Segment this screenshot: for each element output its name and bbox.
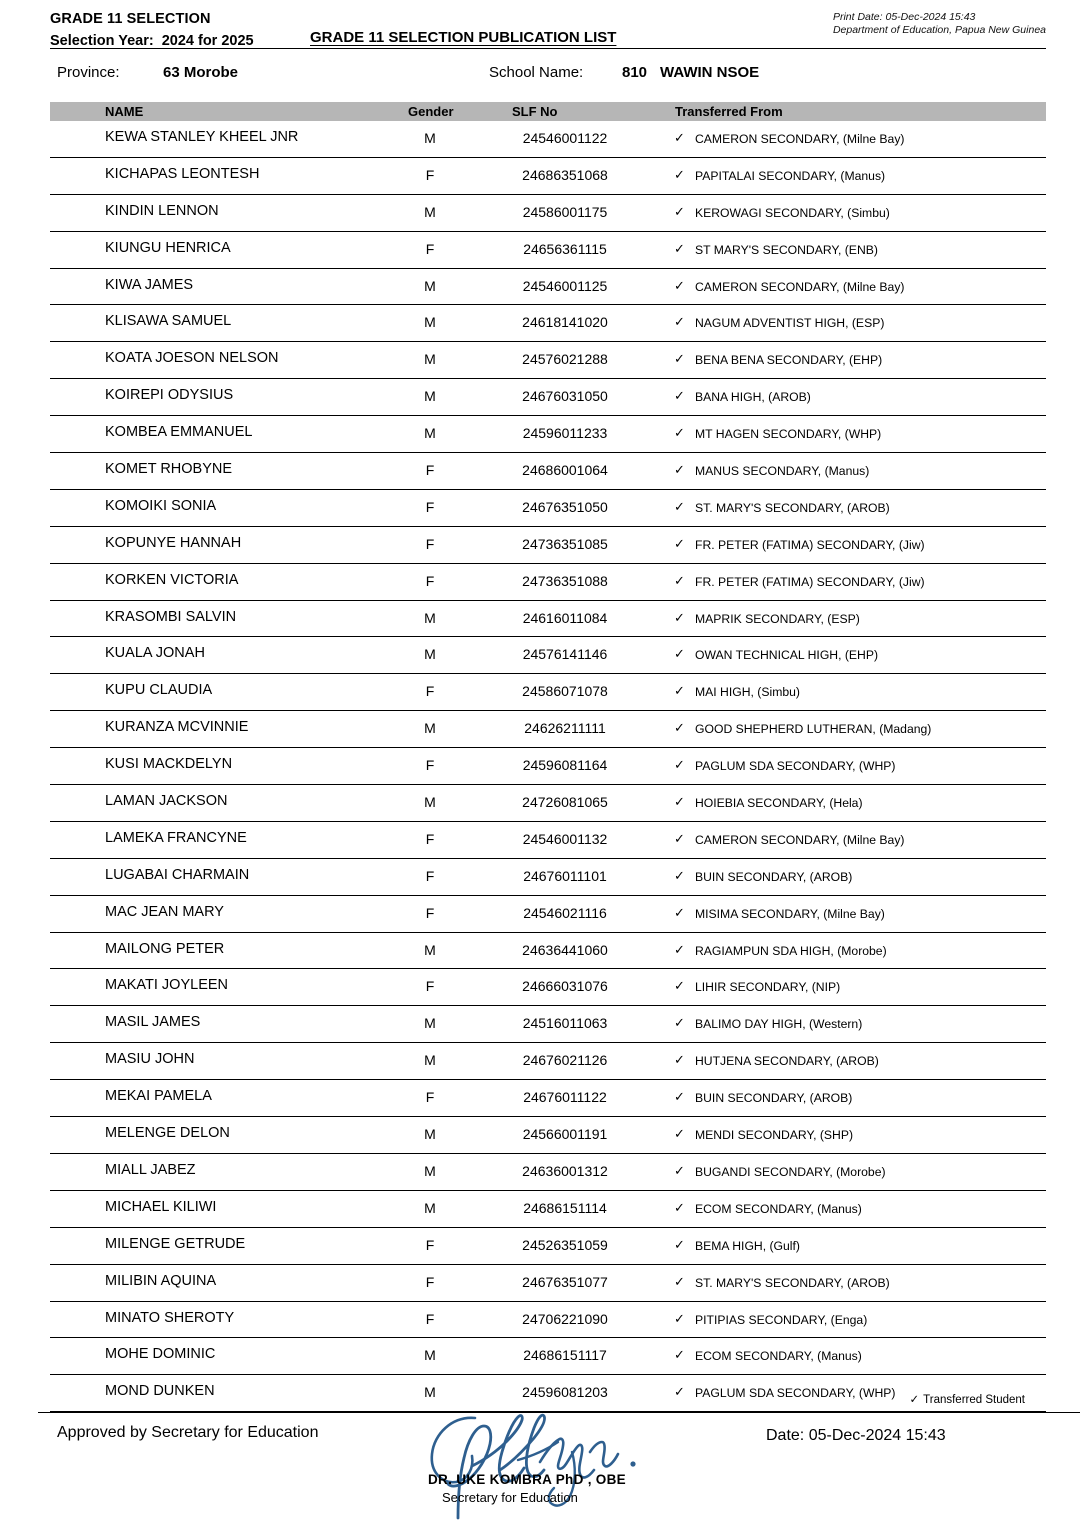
- student-gender: F: [425, 867, 435, 884]
- transferred-from-school: OWAN TECHNICAL HIGH, (EHP): [695, 648, 879, 663]
- transferred-check-icon: ✓: [674, 203, 685, 219]
- transferred-from-school: MT HAGEN SECONDARY, (WHP): [695, 427, 882, 442]
- student-name: KRASOMBI SALVIN: [105, 608, 237, 625]
- student-gender: M: [424, 646, 436, 663]
- student-slf-no: 24586001175: [522, 203, 608, 220]
- table-row: [50, 601, 1046, 638]
- student-slf-no: 24586071078: [522, 683, 608, 700]
- student-name: MOND DUNKEN: [105, 1383, 215, 1400]
- student-slf-no: 24596081203: [522, 1384, 608, 1401]
- student-gender: M: [424, 1162, 436, 1179]
- transferred-from-school: ECOM SECONDARY, (Manus): [695, 1349, 862, 1364]
- transferred-from-school: HOIEBIA SECONDARY, (Hela): [695, 796, 863, 811]
- student-name: MAKATI JOYLEEN: [105, 977, 229, 994]
- document-header: [0, 0, 1080, 58]
- column-header-gender: Gender: [408, 104, 454, 119]
- student-name: KUSI MACKDELYN: [105, 756, 233, 773]
- check-icon: ✓: [909, 1394, 920, 1406]
- school-name-label: School Name:: [489, 64, 584, 81]
- student-name: MILENGE GETRUDE: [105, 1235, 246, 1252]
- student-name: MELENGE DELON: [105, 1125, 230, 1142]
- student-slf-no: 24676021126: [522, 1052, 608, 1069]
- print-date: Print Date: 05-Dec-2024 15:43: [832, 11, 976, 23]
- transferred-from-school: PAPITALAI SECONDARY, (Manus): [695, 168, 886, 183]
- student-gender: M: [424, 1052, 436, 1069]
- transferred-from-school: PITIPIAS SECONDARY, (Enga): [695, 1312, 868, 1327]
- approved-by-text: Approved by Secretary for Education: [57, 1424, 319, 1441]
- student-name: MASIL JAMES: [105, 1014, 201, 1031]
- student-name: KOATA JOESON NELSON: [105, 350, 279, 367]
- table-row: [50, 896, 1046, 933]
- transferred-check-icon: ✓: [674, 904, 685, 920]
- table-row: [50, 674, 1046, 711]
- approval-date: Date: 05-Dec-2024 15:43: [766, 1427, 946, 1444]
- student-gender: M: [424, 277, 436, 294]
- publication-list-title: GRADE 11 SELECTION PUBLICATION LIST: [310, 29, 617, 46]
- student-gender: M: [424, 130, 436, 146]
- transferred-from-school: BUIN SECONDARY, (AROB): [695, 869, 853, 884]
- student-gender: F: [425, 535, 435, 552]
- student-slf-no: 24676011122: [523, 1089, 607, 1106]
- table-row: [50, 785, 1046, 822]
- student-slf-no: 24706221090: [522, 1310, 608, 1327]
- student-gender: F: [425, 1236, 435, 1253]
- student-gender: M: [424, 203, 436, 220]
- transferred-from-school: LIHIR SECONDARY, (NIP): [695, 980, 841, 995]
- transferred-from-school: GOOD SHEPHERD LUTHERAN, (Madang): [695, 722, 932, 737]
- transferred-check-icon: ✓: [674, 978, 685, 994]
- student-name: MILIBIN AQUINA: [105, 1272, 217, 1289]
- transferred-student-legend: [910, 1392, 1026, 1406]
- transferred-check-icon: ✓: [674, 388, 685, 404]
- transferred-check-icon: ✓: [674, 498, 685, 514]
- column-header-transferred-from: Transferred From: [675, 104, 783, 119]
- student-name: KINDIN LENNON: [105, 202, 219, 219]
- transferred-check-icon: ✓: [674, 1199, 685, 1215]
- transferred-check-icon: ✓: [674, 867, 685, 883]
- transferred-check-icon: ✓: [674, 351, 685, 367]
- student-slf-no: 24666031076: [522, 978, 608, 995]
- column-header-name: NAME: [105, 104, 144, 119]
- student-name: KLISAWA SAMUEL: [105, 313, 232, 330]
- transferred-from-school: CAMERON SECONDARY, (Milne Bay): [695, 132, 905, 146]
- student-gender: M: [424, 1384, 436, 1401]
- student-name: LAMEKA FRANCYNE: [105, 829, 247, 846]
- student-slf-no: 24736351088: [522, 572, 608, 589]
- table-header-row: [50, 102, 1046, 121]
- table-row: [50, 1228, 1046, 1265]
- student-gender: F: [425, 462, 435, 479]
- table-row: [50, 969, 1046, 1006]
- transferred-from-school: MISIMA SECONDARY, (Milne Bay): [695, 906, 885, 921]
- transferred-from-school: MANUS SECONDARY, (Manus): [695, 464, 870, 479]
- student-name: KUALA JONAH: [105, 645, 205, 662]
- student-gender: F: [425, 904, 435, 921]
- student-name: KUPU CLAUDIA: [105, 682, 213, 699]
- table-row: [50, 748, 1046, 785]
- selection-year-label: Selection Year:: [50, 33, 154, 49]
- transferred-check-icon: ✓: [674, 277, 685, 293]
- transferred-check-icon: ✓: [674, 794, 685, 810]
- student-slf-no: 24546021116: [523, 904, 607, 921]
- student-gender: M: [424, 388, 436, 405]
- student-name: KIWA JAMES: [105, 276, 194, 293]
- table-row: [50, 1080, 1046, 1117]
- table-row: [50, 637, 1046, 674]
- student-name: KOMOIKI SONIA: [105, 497, 217, 514]
- student-slf-no: 24726081065: [522, 794, 608, 811]
- student-name: MICHAEL KILIWI: [105, 1198, 217, 1215]
- transferred-from-school: PAGLUM SDA SECONDARY, (WHP): [695, 759, 896, 774]
- transferred-from-school: MAPRIK SECONDARY, (ESP): [695, 611, 860, 626]
- student-gender: M: [424, 351, 436, 368]
- student-gender: F: [425, 498, 435, 515]
- transferred-check-icon: ✓: [674, 572, 685, 588]
- student-gender: M: [424, 1015, 436, 1032]
- transferred-check-icon: ✓: [674, 609, 685, 625]
- transferred-from-school: BUIN SECONDARY, (AROB): [695, 1091, 853, 1106]
- table-row: [50, 1191, 1046, 1228]
- transferred-check-icon: ✓: [674, 941, 685, 957]
- column-header-slf-no: SLF No: [512, 104, 558, 119]
- table-row: [50, 269, 1046, 306]
- transferred-check-icon: ✓: [674, 1089, 685, 1105]
- transferred-from-school: MAI HIGH, (Simbu): [695, 685, 800, 700]
- table-row: [50, 933, 1046, 970]
- province-school-row: [0, 64, 1080, 92]
- table-row: [50, 1117, 1046, 1154]
- student-gender: F: [425, 166, 435, 183]
- transferred-check-icon: ✓: [674, 1126, 685, 1142]
- table-row: [50, 342, 1046, 379]
- student-slf-no: 24656361115: [523, 240, 607, 257]
- student-name: MIALL JABEZ: [105, 1161, 196, 1178]
- school-code-value: 810: [622, 64, 648, 81]
- legend-label: Transferred Student: [923, 1394, 1025, 1406]
- transferred-check-icon: ✓: [674, 646, 685, 662]
- table-row: [50, 1043, 1046, 1080]
- student-gender: F: [425, 683, 435, 700]
- table-row: [50, 859, 1046, 896]
- table-row: [50, 1338, 1046, 1375]
- table-row: [50, 232, 1046, 269]
- transferred-from-school: RAGIAMPUN SDA HIGH, (Morobe): [695, 943, 887, 958]
- student-slf-no: 24686351068: [522, 166, 608, 183]
- table-row: [50, 1154, 1046, 1191]
- table-row: [50, 158, 1046, 195]
- transferred-check-icon: ✓: [674, 1384, 685, 1400]
- transferred-check-icon: ✓: [674, 1310, 685, 1326]
- print-info-block: [833, 11, 1046, 37]
- transferred-from-school: ST. MARY'S SECONDARY, (AROB): [695, 500, 890, 515]
- student-slf-no: 24736351085: [522, 535, 608, 552]
- student-gender: M: [424, 1347, 436, 1364]
- transferred-from-school: KEROWAGI SECONDARY, (Simbu): [695, 205, 890, 220]
- table-row: [50, 564, 1046, 601]
- student-gender: M: [424, 1199, 436, 1216]
- transferred-from-school: BANA HIGH, (AROB): [695, 390, 811, 405]
- student-slf-no: 24576021288: [522, 351, 608, 368]
- transferred-from-school: CAMERON SECONDARY, (Milne Bay): [695, 832, 905, 847]
- student-name: MEKAI PAMELA: [105, 1088, 212, 1105]
- signature-block: [400, 1400, 730, 1520]
- transferred-check-icon: ✓: [674, 425, 685, 441]
- signatory-name: DR. UKE KOMBRA PhD , OBE: [428, 1472, 626, 1487]
- student-gender: F: [425, 978, 435, 995]
- transferred-from-school: FR. PETER (FATIMA) SECONDARY, (Jiw): [695, 537, 925, 552]
- table-row: [50, 711, 1046, 748]
- transferred-from-school: MENDI SECONDARY, (SHP): [695, 1128, 854, 1143]
- student-gender: F: [425, 1273, 435, 1290]
- table-row: [50, 416, 1046, 453]
- student-gender: M: [424, 720, 436, 737]
- transferred-check-icon: ✓: [674, 1347, 685, 1363]
- table-row: [50, 305, 1046, 342]
- table-row: [50, 1265, 1046, 1302]
- transferred-from-school: BEMA HIGH, (Gulf): [695, 1238, 800, 1253]
- header-left-block: [50, 10, 254, 51]
- province-value: 63 Morobe: [163, 64, 239, 81]
- transferred-from-school: FR. PETER (FATIMA) SECONDARY, (Jiw): [695, 574, 925, 589]
- student-slf-no: 24576141146: [522, 646, 608, 663]
- transferred-check-icon: ✓: [674, 830, 685, 846]
- table-row: [50, 453, 1046, 490]
- transferred-check-icon: ✓: [674, 1052, 685, 1068]
- student-slf-no: 24618141020: [522, 314, 608, 331]
- student-slf-no: 24596011233: [522, 425, 608, 442]
- transferred-from-school: CAMERON SECONDARY, (Milne Bay): [695, 279, 905, 294]
- student-slf-no: 24636441060: [522, 941, 608, 958]
- document-title: GRADE 11 SELECTION: [50, 11, 211, 27]
- student-name: MASIU JOHN: [105, 1051, 195, 1068]
- header-divider: [50, 48, 1046, 49]
- table-row: [50, 1006, 1046, 1043]
- table-row: [50, 822, 1046, 859]
- student-slf-no: 24546001122: [522, 130, 608, 146]
- student-gender: M: [424, 1126, 436, 1143]
- student-gender: F: [425, 830, 435, 847]
- student-name: KEWA STANLEY KHEEL JNR: [105, 129, 299, 145]
- student-gender: M: [424, 314, 436, 331]
- student-slf-no: 24686151117: [523, 1347, 607, 1364]
- student-slf-no: 24546001132: [522, 830, 608, 847]
- student-name: KOIREPI ODYSIUS: [105, 387, 234, 404]
- table-row: [50, 1302, 1046, 1339]
- table-row: [50, 195, 1046, 232]
- student-name: LAMAN JACKSON: [105, 793, 228, 810]
- student-name: MAC JEAN MARY: [105, 903, 224, 920]
- student-slf-no: 24546001125: [522, 277, 608, 294]
- transferred-check-icon: ✓: [674, 757, 685, 773]
- student-slf-no: 24676351077: [522, 1273, 608, 1290]
- student-name: KORKEN VICTORIA: [105, 571, 239, 588]
- student-gender: F: [425, 240, 435, 257]
- student-gender: F: [425, 1089, 435, 1106]
- table-row: [50, 490, 1046, 527]
- student-slf-no: 24516011063: [522, 1015, 608, 1032]
- transferred-check-icon: ✓: [674, 1273, 685, 1289]
- selection-year-value: 2024 for 2025: [161, 33, 254, 49]
- transferred-from-school: NAGUM ADVENTIST HIGH, (ESP): [695, 316, 885, 331]
- student-slf-no: 24676351050: [522, 498, 608, 515]
- table-row: [50, 527, 1046, 564]
- transferred-check-icon: ✓: [674, 720, 685, 736]
- student-name: LUGABAI CHARMAIN: [105, 866, 250, 883]
- student-name: KOMBEA EMMANUEL: [105, 424, 253, 441]
- transferred-check-icon: ✓: [674, 1162, 685, 1178]
- student-gender: M: [424, 794, 436, 811]
- student-slf-no: 24626211111: [524, 720, 606, 737]
- student-slf-no: 24676011101: [523, 867, 607, 884]
- province-label: Province:: [57, 64, 120, 81]
- student-slf-no: 24686001064: [522, 462, 608, 479]
- transferred-check-icon: ✓: [674, 462, 685, 478]
- student-gender: F: [425, 572, 435, 589]
- transferred-from-school: ST. MARY'S SECONDARY, (AROB): [695, 1275, 890, 1290]
- transferred-from-school: PAGLUM SDA SECONDARY, (WHP): [695, 1386, 896, 1401]
- transferred-check-icon: ✓: [674, 535, 685, 551]
- student-slf-no: 24596081164: [522, 757, 608, 774]
- student-slf-no: 24566001191: [522, 1126, 608, 1143]
- student-slf-no: 24676031050: [522, 388, 608, 405]
- student-name: KIUNGU HENRICA: [105, 239, 231, 256]
- student-name: MAILONG PETER: [105, 940, 225, 957]
- transferred-from-school: ST MARY'S SECONDARY, (ENB): [695, 242, 878, 257]
- student-slf-no: 24616011084: [522, 609, 608, 626]
- transferred-from-school: HUTJENA SECONDARY, (AROB): [695, 1054, 879, 1069]
- transferred-from-school: BENA BENA SECONDARY, (EHP): [695, 353, 883, 368]
- transferred-check-icon: ✓: [674, 1015, 685, 1031]
- student-slf-no: 24686151114: [523, 1199, 607, 1216]
- student-gender: F: [425, 1310, 435, 1327]
- transferred-check-icon: ✓: [674, 1236, 685, 1252]
- transferred-from-school: BUGANDI SECONDARY, (Morobe): [695, 1164, 886, 1179]
- student-gender: M: [424, 425, 436, 442]
- department-name: Department of Education, Papua New Guinea: [832, 24, 1046, 36]
- transferred-check-icon: ✓: [674, 240, 685, 256]
- transferred-check-icon: ✓: [674, 166, 685, 182]
- student-name: MINATO SHEROTY: [105, 1309, 235, 1326]
- student-name: KICHAPAS LEONTESH: [105, 165, 260, 182]
- transferred-check-icon: ✓: [674, 314, 685, 330]
- student-slf-no: 24636001312: [522, 1162, 608, 1179]
- table-body: [50, 121, 1046, 1412]
- student-name: KOPUNYE HANNAH: [105, 534, 242, 551]
- student-gender: F: [425, 757, 435, 774]
- student-gender: M: [424, 609, 436, 626]
- transferred-from-school: ECOM SECONDARY, (Manus): [695, 1201, 862, 1216]
- table-row: [50, 379, 1046, 416]
- table-row: [50, 121, 1046, 158]
- transferred-check-icon: ✓: [674, 130, 685, 145]
- student-name: KOMET RHOBYNE: [105, 461, 233, 478]
- signatory-role: Secretary for Education: [442, 1490, 578, 1505]
- transferred-check-icon: ✓: [674, 683, 685, 699]
- transferred-from-school: BALIMO DAY HIGH, (Western): [695, 1017, 863, 1032]
- school-name-value: WAWIN NSOE: [660, 64, 760, 81]
- selection-table: [50, 102, 1046, 1412]
- student-name: MOHE DOMINIC: [105, 1346, 216, 1363]
- student-gender: M: [424, 941, 436, 958]
- student-name: KURANZA MCVINNIE: [105, 719, 249, 736]
- student-slf-no: 24526351059: [522, 1236, 608, 1253]
